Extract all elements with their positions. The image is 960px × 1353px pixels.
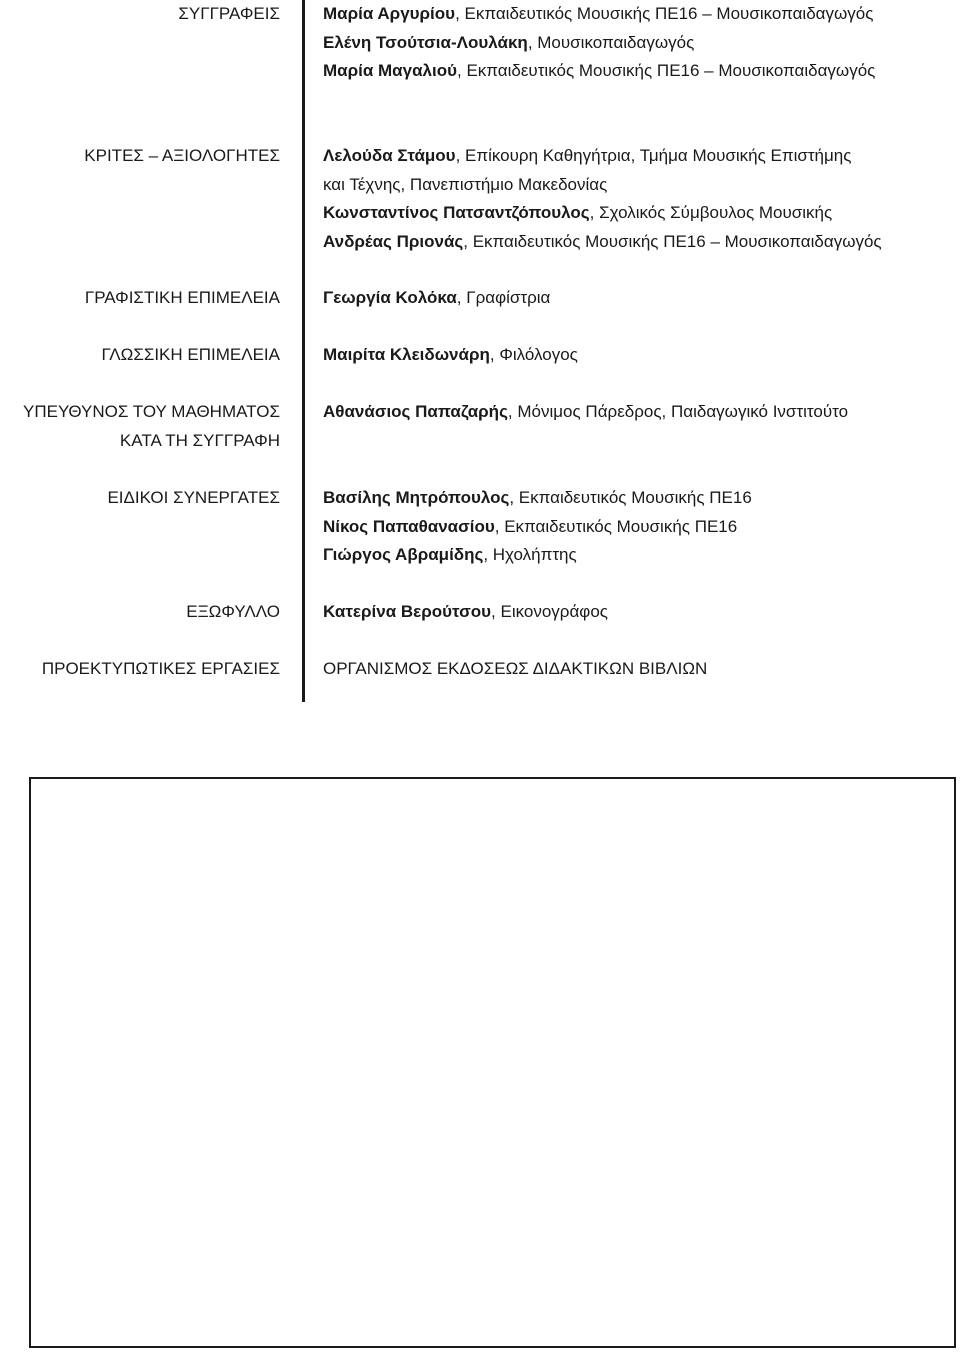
credit-entry [323, 513, 959, 542]
person-name: Βασίλης Μητρόπουλος [323, 488, 510, 507]
credit-label [0, 142, 280, 171]
credit-label-line: ΕΙΔΙΚΟΙ ΣΥΝΕΡΓΑΤΕΣ [107, 488, 280, 507]
credit-entry [323, 228, 959, 257]
credit-label-line: ΣΥΓΓΡΑΦΕΙΣ [178, 4, 280, 23]
credit-label-line: ΠΡΟΕΚΤΥΠΩΤΙΚΕΣ ΕΡΓΑΣΙΕΣ [41, 659, 280, 678]
person-role: , Μόνιμος Πάρεδρος, Παιδαγωγικό Ινστιτούτο [507, 402, 849, 421]
credit-entry [323, 398, 959, 427]
credit-label [0, 655, 280, 684]
divider-line [302, 0, 305, 702]
credit-entry [323, 484, 959, 513]
credit-entries [323, 142, 959, 256]
credit-entries [323, 341, 959, 370]
person-role: , Εκπαιδευτικός Μουσικής ΠΕ16 – Μουσικοπαιδαγωγός [457, 61, 876, 80]
credit-entries [323, 398, 959, 427]
credit-label [0, 484, 280, 513]
credit-entries [323, 0, 959, 86]
person-name: Νίκος Παπαθανασίου [323, 516, 495, 536]
person-role: , Σχολικός Σύμβουλος Μουσικής [589, 203, 833, 222]
credit-entries [323, 655, 959, 684]
person-role: , Εκπαιδευτικός Μουσικής ΠΕ16 [509, 488, 752, 507]
person-name: Μαρία Αργυρίου [323, 4, 456, 23]
person-name: Γεωργία Κολόκα [323, 288, 457, 307]
credit-label-line: ΚΑΤΑ ΤΗ ΣΥΓΓΡΑΦΗ [119, 430, 280, 450]
person-name: Κατερίνα Βερούτσου [323, 602, 492, 621]
credit-label-line: ΕΞΩΦΥΛΛΟ [186, 602, 280, 621]
person-role: , Μουσικοπαιδαγωγός [527, 32, 695, 52]
credit-label [0, 0, 280, 29]
credit-label [0, 341, 280, 370]
credit-entry [323, 29, 959, 58]
credit-entry [323, 541, 959, 570]
empty-frame-box [29, 777, 956, 1348]
person-name: Μαρία Μαγαλιού [323, 61, 457, 80]
person-name: Ελένη Τσούτσια-Λουλάκη [323, 32, 528, 52]
person-role: , Επίκουρη Καθηγήτρια, Τμήμα Μουσικής Επιστήμης [455, 146, 852, 165]
person-role: , Εκπαιδευτικός Μουσικής ΠΕ16 – Μουσικοπαιδαγωγός [463, 231, 882, 251]
credit-entries [323, 598, 959, 627]
credit-label [0, 284, 280, 313]
credit-entry [323, 57, 959, 86]
credit-label [0, 598, 280, 627]
credit-entry [323, 142, 959, 171]
person-role: ΟΡΓΑΝΙΣΜΟΣ ΕΚΔΟΣΕΩΣ ΔΙΔΑΚΤΙΚΩΝ ΒΙΒΛΙΩΝ [323, 659, 708, 678]
person-role: , Γραφίστρια [456, 288, 551, 307]
credit-label [0, 398, 280, 455]
credit-label-line: ΓΛΩΣΣΙΚΗ ΕΠΙΜΕΛΕΙΑ [101, 345, 280, 364]
credit-entry [323, 171, 959, 200]
person-role: , Εικονογράφος [491, 602, 608, 621]
person-name: Γιώργος Αβραμίδης [323, 545, 484, 564]
person-name: Μαιρίτα Κλειδωνάρη [323, 345, 490, 364]
person-role: , Εκπαιδευτικός Μουσικής ΠΕ16 [494, 516, 738, 536]
person-name: Κωνσταντίνος Πατσαντζόπουλος [323, 203, 590, 222]
person-name: Ανδρέας Πριονάς [323, 231, 464, 251]
credit-entry [323, 655, 959, 684]
person-name: Λελούδα Στάμου [323, 146, 456, 165]
credit-entry [323, 199, 959, 228]
person-role: και Τέχνης, Πανεπιστήμιο Μακεδονίας [323, 174, 608, 194]
person-role: , Εκπαιδευτικός Μουσικής ΠΕ16 – Μουσικοπαιδαγωγός [455, 4, 874, 23]
credit-entries [323, 484, 959, 570]
person-role: , Φιλόλογος [489, 345, 578, 364]
person-name: Αθανάσιος Παπαζαρής [323, 402, 508, 421]
credit-entry [323, 598, 959, 627]
person-role: , Ηχολήπτης [483, 545, 577, 564]
credit-entry [323, 0, 959, 29]
credit-label-line: ΥΠΕΥΘΥΝΟΣ ΤΟΥ ΜΑΘΗΜΑΤΟΣ [23, 402, 280, 421]
credit-label-line: ΓΡΑΦΙΣΤΙΚΗ ΕΠΙΜΕΛΕΙΑ [84, 288, 280, 307]
credit-entries [323, 284, 959, 313]
credit-label-line: ΚΡΙΤΕΣ – ΑΞΙΟΛΟΓΗΤΕΣ [84, 146, 280, 165]
credit-entry [323, 284, 959, 313]
credit-entry [323, 341, 959, 370]
